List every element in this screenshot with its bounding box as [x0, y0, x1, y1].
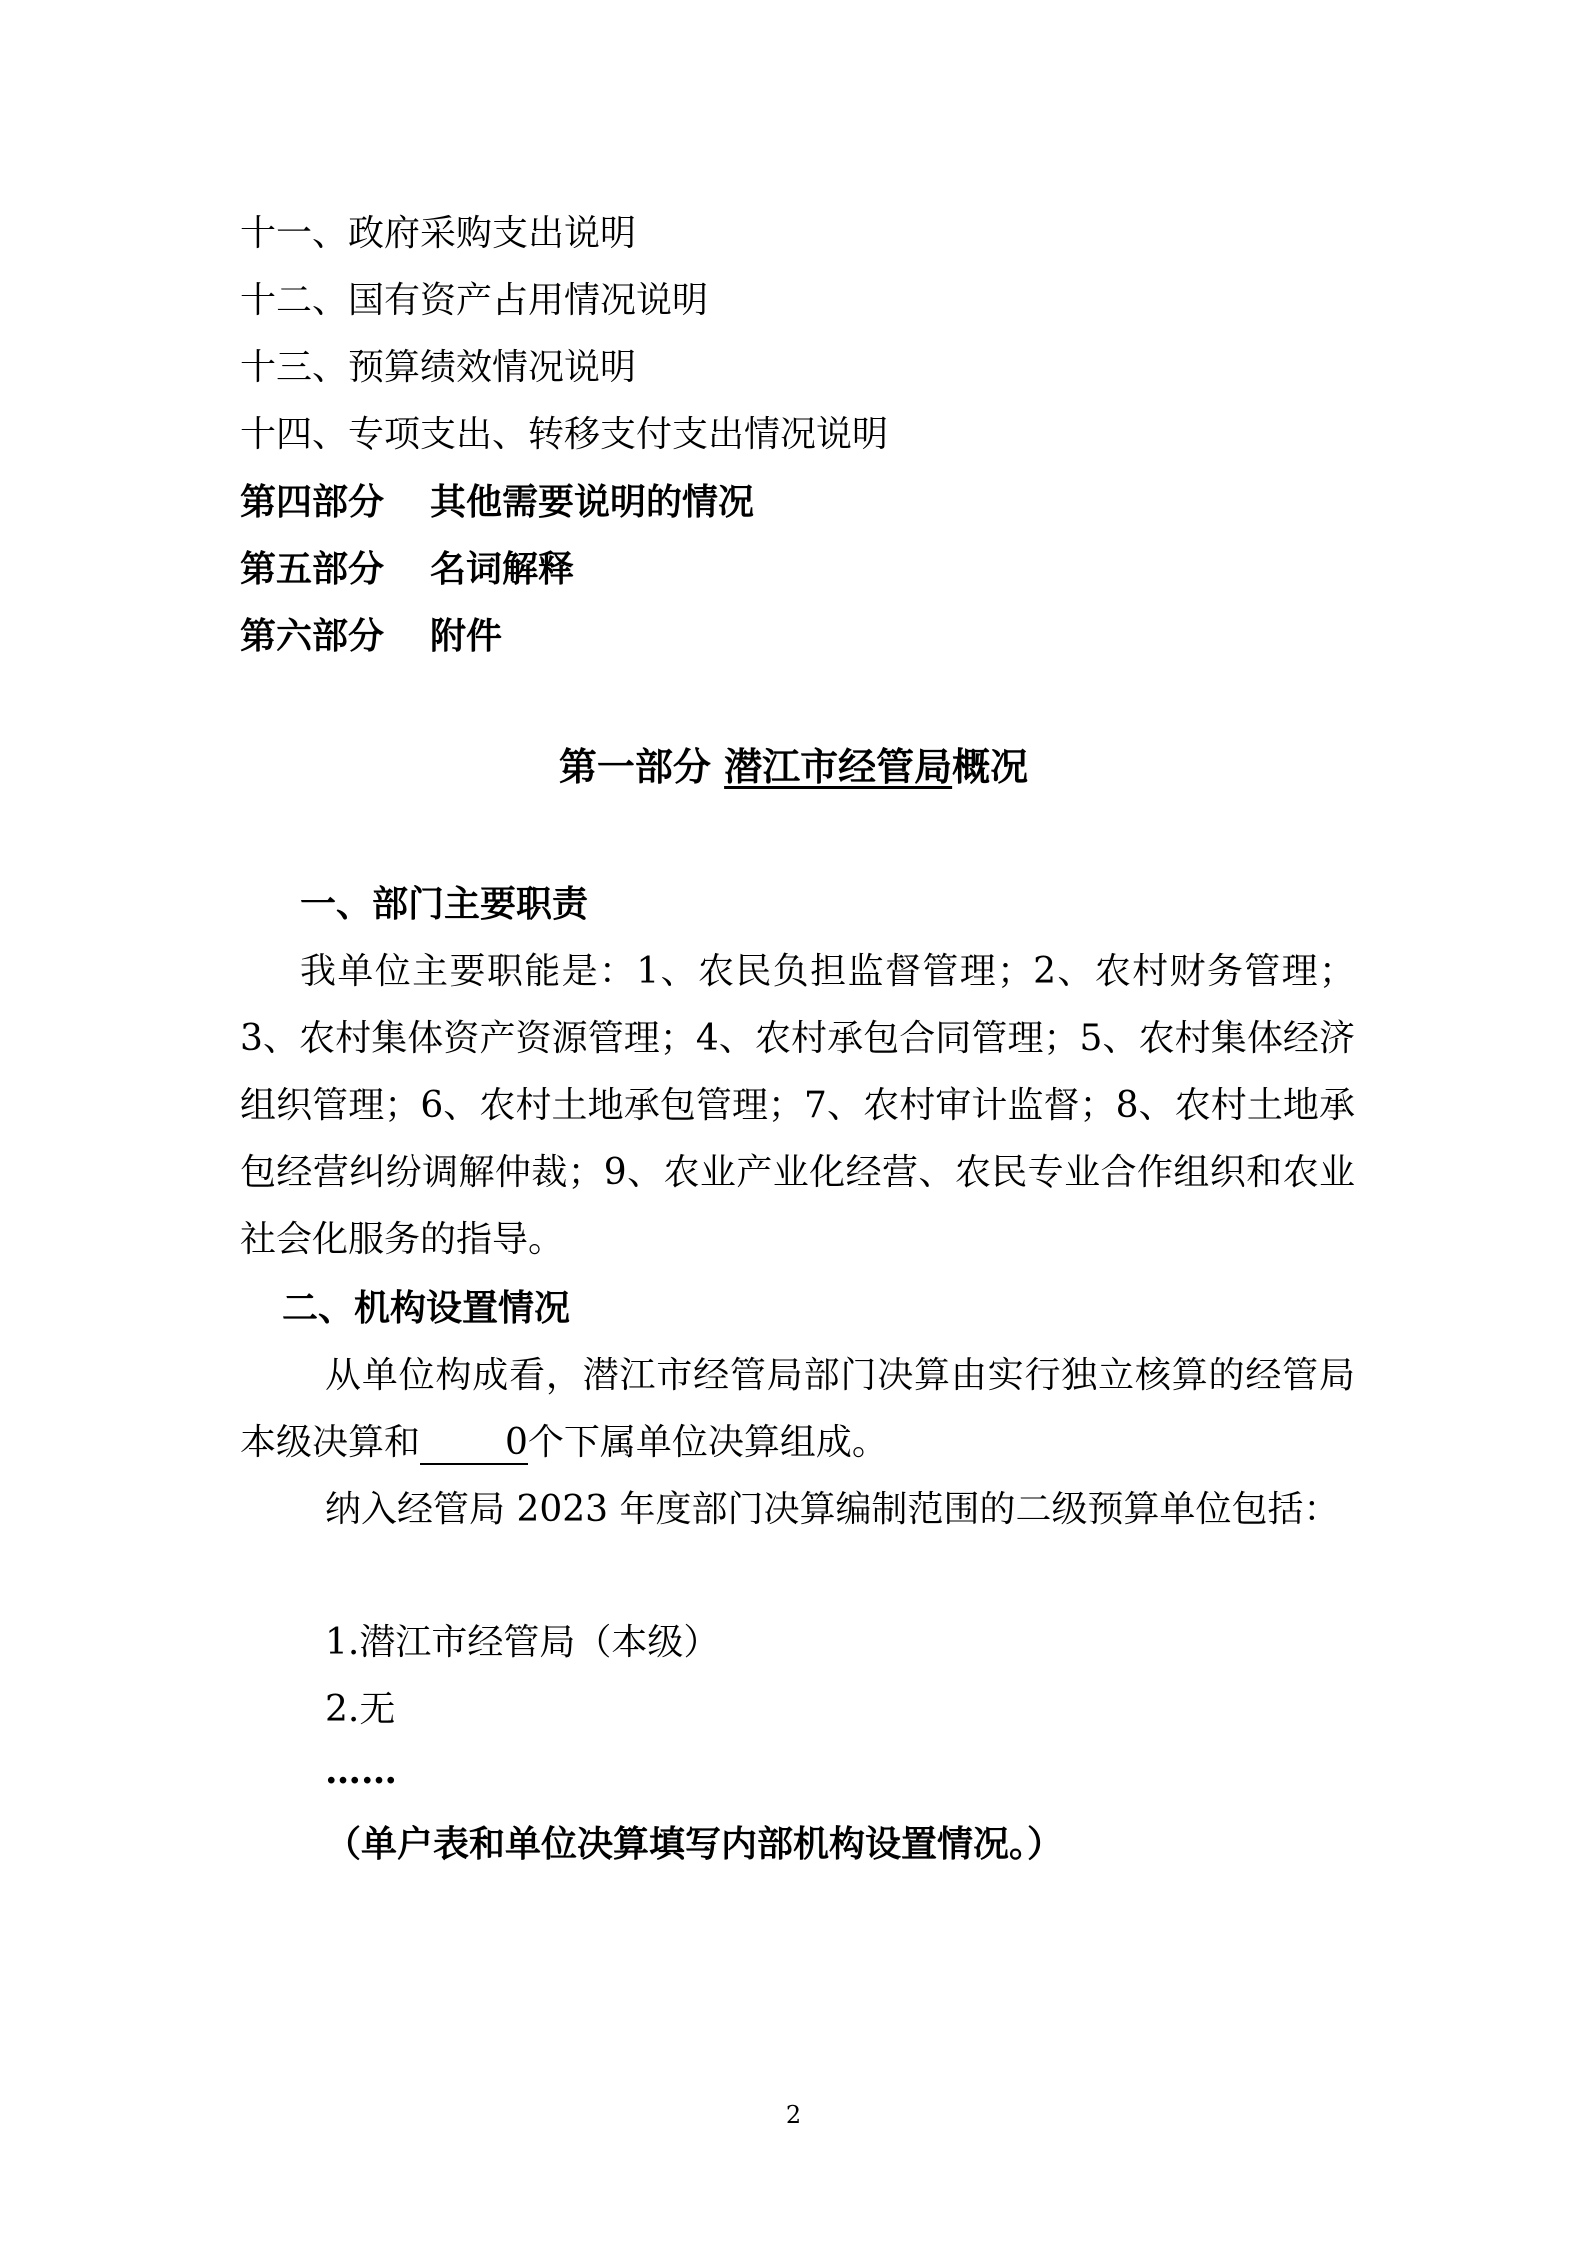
toc-part-6-title: 附件 — [430, 615, 503, 657]
section2-heading: 二、机构设置情况 — [282, 1287, 571, 1329]
section2-para2: 纳入经管局 2023 年度部门决算编制范围的二级预算单位包括： — [325, 1489, 1340, 1530]
section-title-org: 潜江市经管局 — [724, 744, 953, 789]
toc-part-5-label: 第五部分 — [240, 548, 385, 590]
section-title-prefix: 第一部分 — [558, 744, 711, 789]
toc-item-12: 十二、国有资产占用情况说明 — [240, 280, 709, 321]
page-number: 2 — [785, 2101, 802, 2129]
toc-item-14: 十四、专项支出、转移支付支出情况说明 — [240, 414, 889, 455]
unit-list-item-2: 2.无 — [325, 1689, 396, 1730]
section2-para1 — [240, 1342, 1355, 1476]
section-title-suffix: 概况 — [952, 744, 1029, 789]
toc-part-5 — [240, 547, 574, 591]
section-title — [0, 742, 1587, 792]
section2-para1-before: 从单位构成看，潜江市经管局部门决算由实行独立核算的经管局本级决算和 — [240, 1355, 1355, 1463]
toc-part-5-title: 名词解释 — [430, 548, 575, 590]
toc-part-6-label: 第六部分 — [240, 615, 385, 657]
toc-item-11: 十一、政府采购支出说明 — [240, 213, 637, 254]
toc-part-4 — [240, 480, 754, 524]
subunit-count: 0 — [420, 1423, 528, 1465]
section2-note: （单户表和单位决算填写内部机构设置情况。） — [325, 1823, 1064, 1865]
unit-list-item-1: 1.潜江市经管局（本级） — [325, 1622, 720, 1663]
unit-list-ellipsis: …… — [325, 1750, 397, 1792]
toc-part-6 — [240, 614, 502, 658]
section1-body: 我单位主要职能是：1、农民负担监督管理；2、农村财务管理；3、农村集体资产资源管理；4、农村承包合同管理；5、农村集体经济组织管理；6、农村土地承包管理；7、农村审计监督；8、农村土地承包经营纠纷调解仲裁；9、农业产业化经营、农民专业合作组织和农业社会化服务的指导。 — [240, 951, 1355, 1260]
section2-para1-after: 个下属单位决算组成。 — [527, 1422, 888, 1463]
toc-part-4-label: 第四部分 — [240, 481, 385, 523]
toc-part-4-title: 其他需要说明的情况 — [430, 481, 755, 523]
toc-item-13: 十三、预算绩效情况说明 — [240, 347, 637, 388]
section1-heading: 一、部门主要职责 — [300, 883, 589, 925]
